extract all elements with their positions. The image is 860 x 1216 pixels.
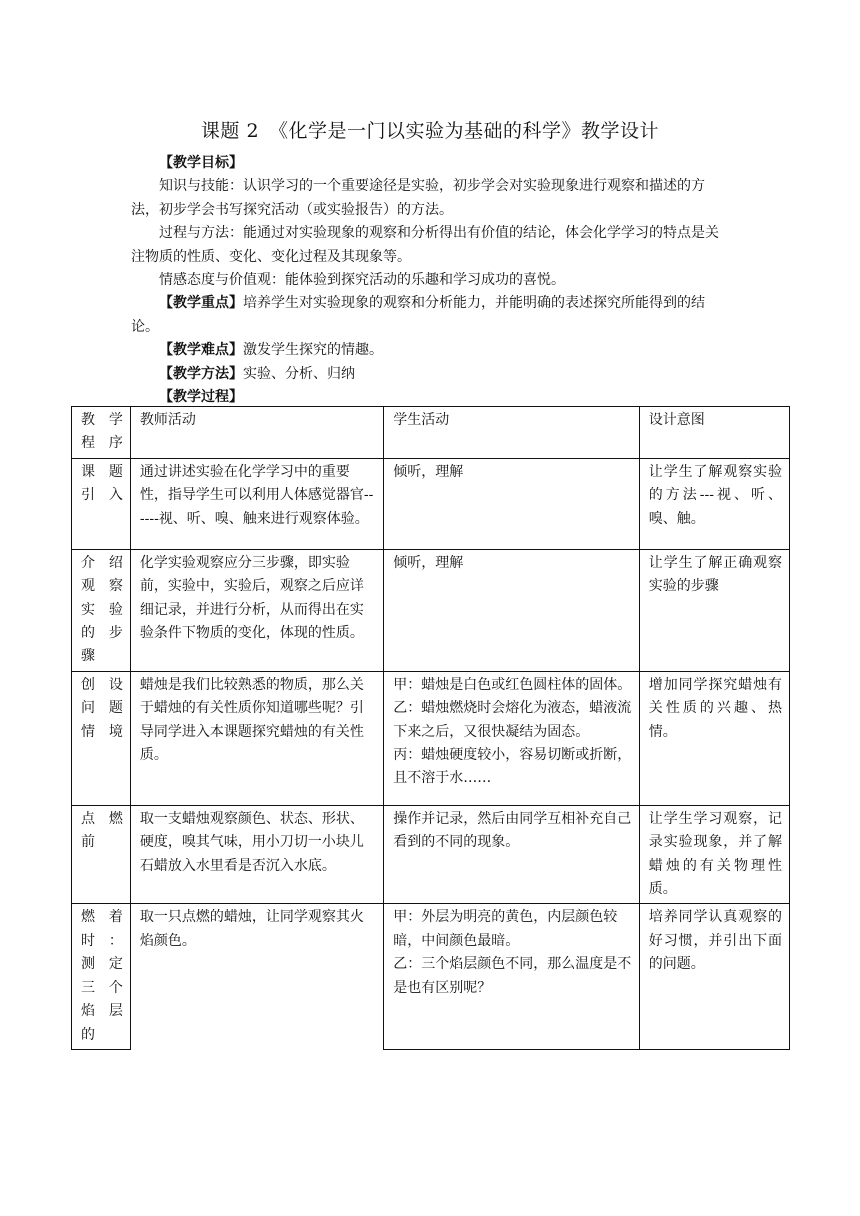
cell-teacher: 取一支蜡烛观察颜色、状态、形状、硬度，嗅其气味，用小刀切一小块儿石蜡放入水里看是否沉入水底。 — [130, 805, 383, 904]
header-student: 学生活动 — [384, 407, 640, 459]
cell-intent: 让学生了解观察实验的方法---视、听、嗅、触。 — [639, 458, 789, 549]
cell-student — [384, 549, 640, 671]
objective-attitude: 情感态度与价值观：能体验到探究活动的乐趣和学习成功的喜悦。 — [159, 272, 565, 289]
teaching-process-table — [71, 406, 790, 1050]
cell-student — [384, 458, 640, 549]
difficulty-text: 激发学生探究的情趣。 — [243, 342, 383, 359]
student-line: 乙：蜡烛燃烧时会熔化为液态，蜡液流下来之后，又很快凝结为固态。 — [393, 700, 632, 740]
cell-program: 燃着时：测定三个焰层的 — [72, 904, 131, 1049]
cell-intent: 增加同学探究蜡烛有关性质的兴趣、热情。 — [639, 671, 789, 805]
student-line: 甲：外层为明亮的黄色，内层颜色较暗，中间颜色最暗。 — [393, 909, 618, 949]
cell-program: 创设问题情境 — [72, 671, 131, 805]
difficulty-label: 【教学难点】 — [159, 342, 243, 359]
cell-program: 介绍观察实验的步骤 — [72, 549, 131, 671]
cell-student — [384, 904, 640, 1049]
methods — [131, 363, 731, 386]
process-heading: 【教学过程】 — [159, 389, 243, 406]
cell-intent: 让学生了解正确观察实验的步骤 — [639, 549, 789, 671]
objective-knowledge: 知识与技能：认识学习的一个重要途径是实验，初步学会对实验现象进行观察和描述的方法，初步学会书写探究活动（或实验报告）的方法。 — [131, 178, 705, 218]
cell-intent: 培养同学认真观察的好习惯，并引出下面的问题。 — [639, 904, 789, 1049]
student-line: 倾听，理解 — [393, 554, 464, 571]
student-line: 丙：蜡烛硬度较小，容易切断或折断，且不溶于水…… — [393, 747, 632, 787]
objectives-heading: 【教学目标】 — [159, 155, 243, 171]
methods-label: 【教学方法】 — [159, 365, 243, 382]
objective-process: 过程与方法：能通过对实验现象的观察和分析得出有价值的结论，体会化学学习的特点是关注物质的性质、变化、变化过程及其现象等。 — [131, 225, 719, 265]
lesson-overview — [131, 152, 731, 409]
student-line: 操作并记录，然后由同学互相补充自己看到的不同的现象。 — [393, 810, 632, 851]
document-title: 课题 2 《化学是一门以实验为基础的科学》教学设计 — [200, 120, 660, 142]
methods-text: 实验、分析、归纳 — [243, 365, 355, 382]
cell-teacher: 取一只点燃的蜡烛，让同学观察其火焰颜色。 — [130, 904, 383, 1049]
cell-student — [384, 671, 640, 805]
table-row — [72, 904, 790, 1049]
student-line: 甲：蜡烛是白色或红色圆柱体的固体。 — [393, 676, 632, 693]
key-points — [131, 292, 731, 339]
table-row — [72, 549, 790, 671]
cell-intent: 让学生学习观察，记录实验现象，并了解蜡烛的有关物理性质。 — [639, 805, 789, 904]
student-line: 乙：三个焰层颜色不同，那么温度是不是也有区别呢？ — [393, 956, 632, 996]
table-row — [72, 458, 790, 549]
table-row — [72, 805, 790, 904]
cell-program: 点燃前 — [72, 805, 131, 904]
header-intent: 设计意图 — [639, 407, 789, 459]
header-teacher: 教师活动 — [130, 407, 383, 459]
cell-teacher: 通过讲述实验在化学学习中的重要性，指导学生可以利用人体感觉器官------视、听、嗅、触来进行观察体验。 — [130, 458, 383, 549]
cell-student — [384, 805, 640, 904]
table-header-row — [72, 407, 790, 459]
cell-program: 课题引入 — [72, 458, 131, 549]
cell-teacher: 化学实验观察应分三步骤，即实验前，实验中，实验后，观察之后应详细记录，并进行分析，从而得出在实验条件下物质的变化，体现的性质。 — [130, 549, 383, 671]
cell-teacher: 蜡烛是我们比较熟悉的物质，那么关于蜡烛的有关性质你知道哪些呢？引导同学进入本课题探究蜡烛的有关性质。 — [130, 671, 383, 805]
table-row — [72, 671, 790, 805]
student-line: 倾听，理解 — [393, 463, 464, 480]
header-program: 教学程序 — [72, 407, 131, 459]
difficulty — [131, 339, 731, 362]
key-points-text: 培养学生对实验现象的观察和分析能力，并能明确的表述探究所能得到的结论。 — [131, 295, 705, 335]
key-points-label: 【教学重点】 — [159, 295, 243, 312]
